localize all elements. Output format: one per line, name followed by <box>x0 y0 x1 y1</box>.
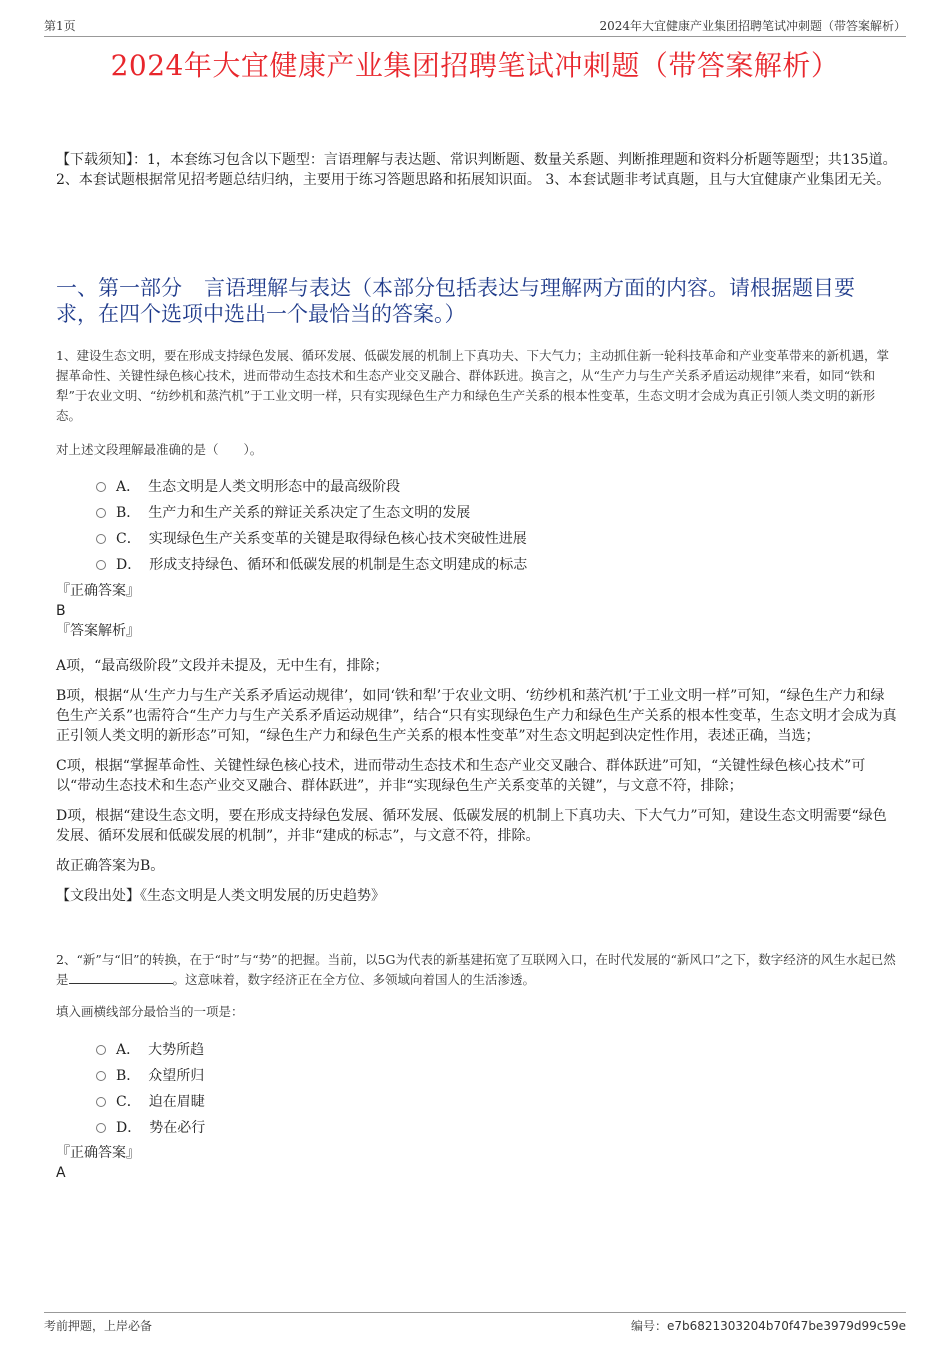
analysis-a: A项，“最高级阶段”文段并未提及，无中生有，排除； <box>56 658 389 674</box>
answer-value: A <box>56 1165 66 1181</box>
fill-blank <box>69 971 173 984</box>
option-d[interactable]: D． 势在必行 <box>96 1114 205 1140</box>
footer-slogan: 考前押题，上岸必备 <box>44 1319 153 1333</box>
footer-code: 编号：e7b6821303204b70f47be3979d99c59e <box>630 1319 906 1333</box>
analysis-conclusion: 故正确答案为B。 <box>56 858 165 874</box>
option-a[interactable]: A． 生态文明是人类文明形态中的最高级阶段 <box>96 473 527 499</box>
section-title-text: 言语理解与表达（本部分包括表达与理解两方面的内容。请根据题目要求，在四个选项中选出一个最恰当的答案。） <box>56 276 855 326</box>
analysis-b: B项，根据“从‘生产力与生产关系矛盾运动规律’，如同‘铁和犁’于农业文明、‘纺纱机和蒸汽机’于工业文明一样”可知，“绿色生产力和绿色生产关系”也需符合“生产力与生产关系矛盾运动规律”，结合“只有实现绿色生产力和绿色生产关系的根本性变革，生态文明才会成为真正引领人类文明的新形态”可知，“绿色生产力和绿色生产关系的根本性变革”对生态文明起到决定性作用，表述正确，当选； <box>56 688 897 744</box>
question-2-answer <box>56 1143 898 1183</box>
radio-icon[interactable] <box>96 508 106 518</box>
analysis-c: C项，根据“掌握革命性、关键性绿色核心技术，进而带动生态技术和生态产业交叉融合、群体跃进”可知，“关键性绿色核心技术”可以“带动生态技术和生态产业交叉融合、群体跃进”，并非“实现绿色生产关系变革的关键”，与文意不符，排除； <box>56 758 866 794</box>
page-number: 第1页 <box>44 19 76 33</box>
analysis-d: D项，根据“建设生态文明，要在形成支持绿色发展、循环发展、低碳发展的机制上下真功夫、下大气力”可知，建设生态文明需要“绿色发展、循环发展和低碳发展的机制”，并非“建成的标志”，与文意不符，排除。 <box>56 808 887 844</box>
question-2-options <box>96 1036 205 1140</box>
answer-value: B <box>56 603 66 619</box>
radio-icon[interactable] <box>96 1123 106 1133</box>
question-2-prompt: 填入画横线部分最恰当的一项是： <box>56 1004 244 1019</box>
passage-source: 【文段出处】《生态文明是人类文明发展的历史趋势》 <box>56 888 385 904</box>
question-1-answer <box>56 581 898 641</box>
page-header <box>44 14 906 37</box>
section-part: 一、第一部分 <box>56 276 182 300</box>
option-c[interactable]: C． 实现绿色生产关系变革的关键是取得绿色核心技术突破性进展 <box>96 525 527 551</box>
radio-icon[interactable] <box>96 1071 106 1081</box>
analysis-label: 『答案解析』 <box>56 623 140 639</box>
answer-label: 『正确答案』 <box>56 1145 140 1161</box>
answer-label: 『正确答案』 <box>56 583 140 599</box>
question-1-text: 1、建设生态文明，要在形成支持绿色发展、循环发展、低碳发展的机制上下真功夫、下大气力；主动抓住新一轮科技革命和产业变革带来的新机遇，掌握革命性、关键性绿色核心技术，进而带动生态技术和生态产业交叉融合、群体跃进。换言之，从“生产力与生产关系矛盾运动规律”来看，如同“铁和犁”于农业文明、“纺纱机和蒸汽机”于工业文明一样，只有实现绿色生产力和绿色生产关系的根本性变革，生态文明才会成为真正引领人类文明的新形态。 <box>56 348 889 423</box>
radio-icon[interactable] <box>96 560 106 570</box>
option-a[interactable]: A． 大势所趋 <box>96 1036 205 1062</box>
radio-icon[interactable] <box>96 1045 106 1055</box>
question-1-analysis <box>56 656 898 916</box>
option-d[interactable]: D． 形成支持绿色、循环和低碳发展的机制是生态文明建成的标志 <box>96 551 527 577</box>
radio-icon[interactable] <box>96 482 106 492</box>
section-heading <box>56 275 894 327</box>
radio-icon[interactable] <box>96 534 106 544</box>
option-c[interactable]: C． 迫在眉睫 <box>96 1088 205 1114</box>
option-b[interactable]: B． 众望所归 <box>96 1062 205 1088</box>
question-2-text: 2、“新”与“旧”的转换，在于“时”与“势”的把握。当前，以5G为代表的新基建拓宽了互联网入口，在时代发展的“新风口”之下，数字经济的风生水起已然是 。这意味着，数字经济正在全方位、多领域向着国人的生活渗透。 <box>56 952 896 987</box>
question-1-options <box>96 473 527 577</box>
option-b[interactable]: B． 生产力和生产关系的辩证关系决定了生态文明的发展 <box>96 499 527 525</box>
radio-icon[interactable] <box>96 1097 106 1107</box>
question-1-prompt: 对上述文段理解最准确的是（ ）。 <box>56 442 263 457</box>
page-footer <box>44 1312 906 1334</box>
document-title: 2024年大宜健康产业集团招聘笔试冲刺题（带答案解析） <box>110 49 840 82</box>
header-doc-title: 2024年大宜健康产业集团招聘笔试冲刺题（带答案解析） <box>599 19 906 33</box>
download-notice: 【下载须知】：1，本套练习包含以下题型：言语理解与表达题、常识判断题、数量关系题、判断推理题和资料分析题等题型；共135道。 2、本套试题根据常见招考题总结归纳，主要用于练习答题思路和拓展知识面。 3、本套试题非考试真题，且与大宜健康产业集团无关。 <box>56 152 897 188</box>
